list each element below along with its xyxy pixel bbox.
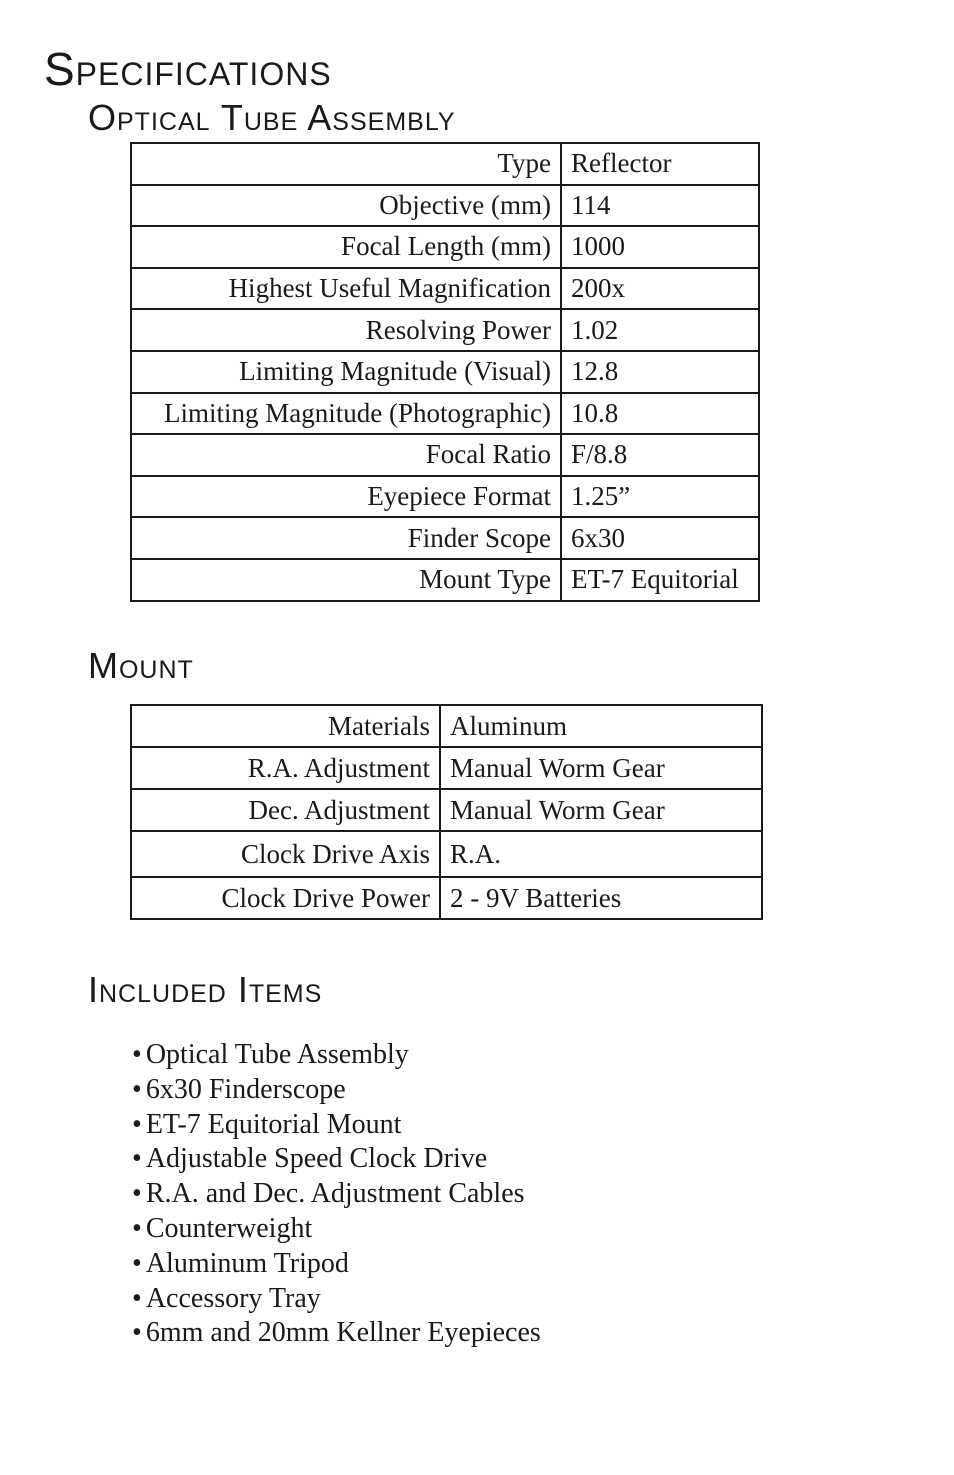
- spec-value: Reflector: [561, 143, 759, 185]
- table-row: [131, 309, 759, 351]
- table-row: [131, 517, 759, 559]
- list-item: • ET-7 Equitorial Mount: [132, 1108, 541, 1143]
- spec-value: Manual Worm Gear: [440, 789, 762, 831]
- spec-label: Mount Type: [131, 559, 561, 601]
- table-row: [131, 747, 762, 789]
- mount-spec-table: [130, 704, 763, 920]
- table-row: [131, 351, 759, 393]
- spec-value: 10.8: [561, 393, 759, 435]
- list-item: • Accessory Tray: [132, 1282, 541, 1317]
- spec-label: Resolving Power: [131, 309, 561, 351]
- spec-label: Focal Length (mm): [131, 226, 561, 268]
- spec-value: 6x30: [561, 517, 759, 559]
- mount-heading: Mount: [88, 645, 194, 686]
- spec-value: 1.25”: [561, 476, 759, 518]
- spec-label: Focal Ratio: [131, 434, 561, 476]
- spec-label: Highest Useful Magnification: [131, 268, 561, 310]
- spec-label: Objective (mm): [131, 185, 561, 227]
- table-row: [131, 831, 762, 877]
- included-items-list: [132, 1038, 541, 1351]
- spec-value: Aluminum: [440, 705, 762, 747]
- spec-value: 1.02: [561, 309, 759, 351]
- list-item: • 6mm and 20mm Kellner Eyepieces: [132, 1316, 541, 1351]
- list-item: • Aluminum Tripod: [132, 1247, 541, 1282]
- table-row: [131, 877, 762, 919]
- table-row: [131, 393, 759, 435]
- list-item: • Optical Tube Assembly: [132, 1038, 541, 1073]
- table-row: [131, 434, 759, 476]
- list-item: • R.A. and Dec. Adjustment Cables: [132, 1177, 541, 1212]
- list-item: • Counterweight: [132, 1212, 541, 1247]
- table-row: [131, 226, 759, 268]
- table-row: [131, 268, 759, 310]
- spec-value: 1000: [561, 226, 759, 268]
- spec-value: F/8.8: [561, 434, 759, 476]
- table-row: [131, 143, 759, 185]
- spec-value: Manual Worm Gear: [440, 747, 762, 789]
- table-row: [131, 185, 759, 227]
- list-item: • Adjustable Speed Clock Drive: [132, 1142, 541, 1177]
- optical-tube-assembly-heading: Optical Tube Assembly: [88, 97, 456, 138]
- page-title: Specifications: [44, 43, 332, 95]
- included-items-heading: Included Items: [88, 969, 323, 1010]
- optical-tube-spec-table: [130, 142, 760, 602]
- spec-label: Finder Scope: [131, 517, 561, 559]
- spec-value: R.A.: [440, 831, 762, 877]
- spec-label: Clock Drive Axis: [131, 831, 440, 877]
- table-row: [131, 705, 762, 747]
- spec-label: Eyepiece Format: [131, 476, 561, 518]
- spec-value: ET-7 Equitorial: [561, 559, 759, 601]
- table-row: [131, 559, 759, 601]
- spec-label: Limiting Magnitude (Visual): [131, 351, 561, 393]
- table-row: [131, 789, 762, 831]
- spec-label: Type: [131, 143, 561, 185]
- spec-label: Dec. Adjustment: [131, 789, 440, 831]
- list-item: • 6x30 Finderscope: [132, 1073, 541, 1108]
- spec-label: Clock Drive Power: [131, 877, 440, 919]
- spec-value: 200x: [561, 268, 759, 310]
- spec-value: 12.8: [561, 351, 759, 393]
- spec-label: Limiting Magnitude (Photographic): [131, 393, 561, 435]
- table-row: [131, 476, 759, 518]
- spec-value: 2 - 9V Batteries: [440, 877, 762, 919]
- spec-label: R.A. Adjustment: [131, 747, 440, 789]
- spec-value: 114: [561, 185, 759, 227]
- spec-label: Materials: [131, 705, 440, 747]
